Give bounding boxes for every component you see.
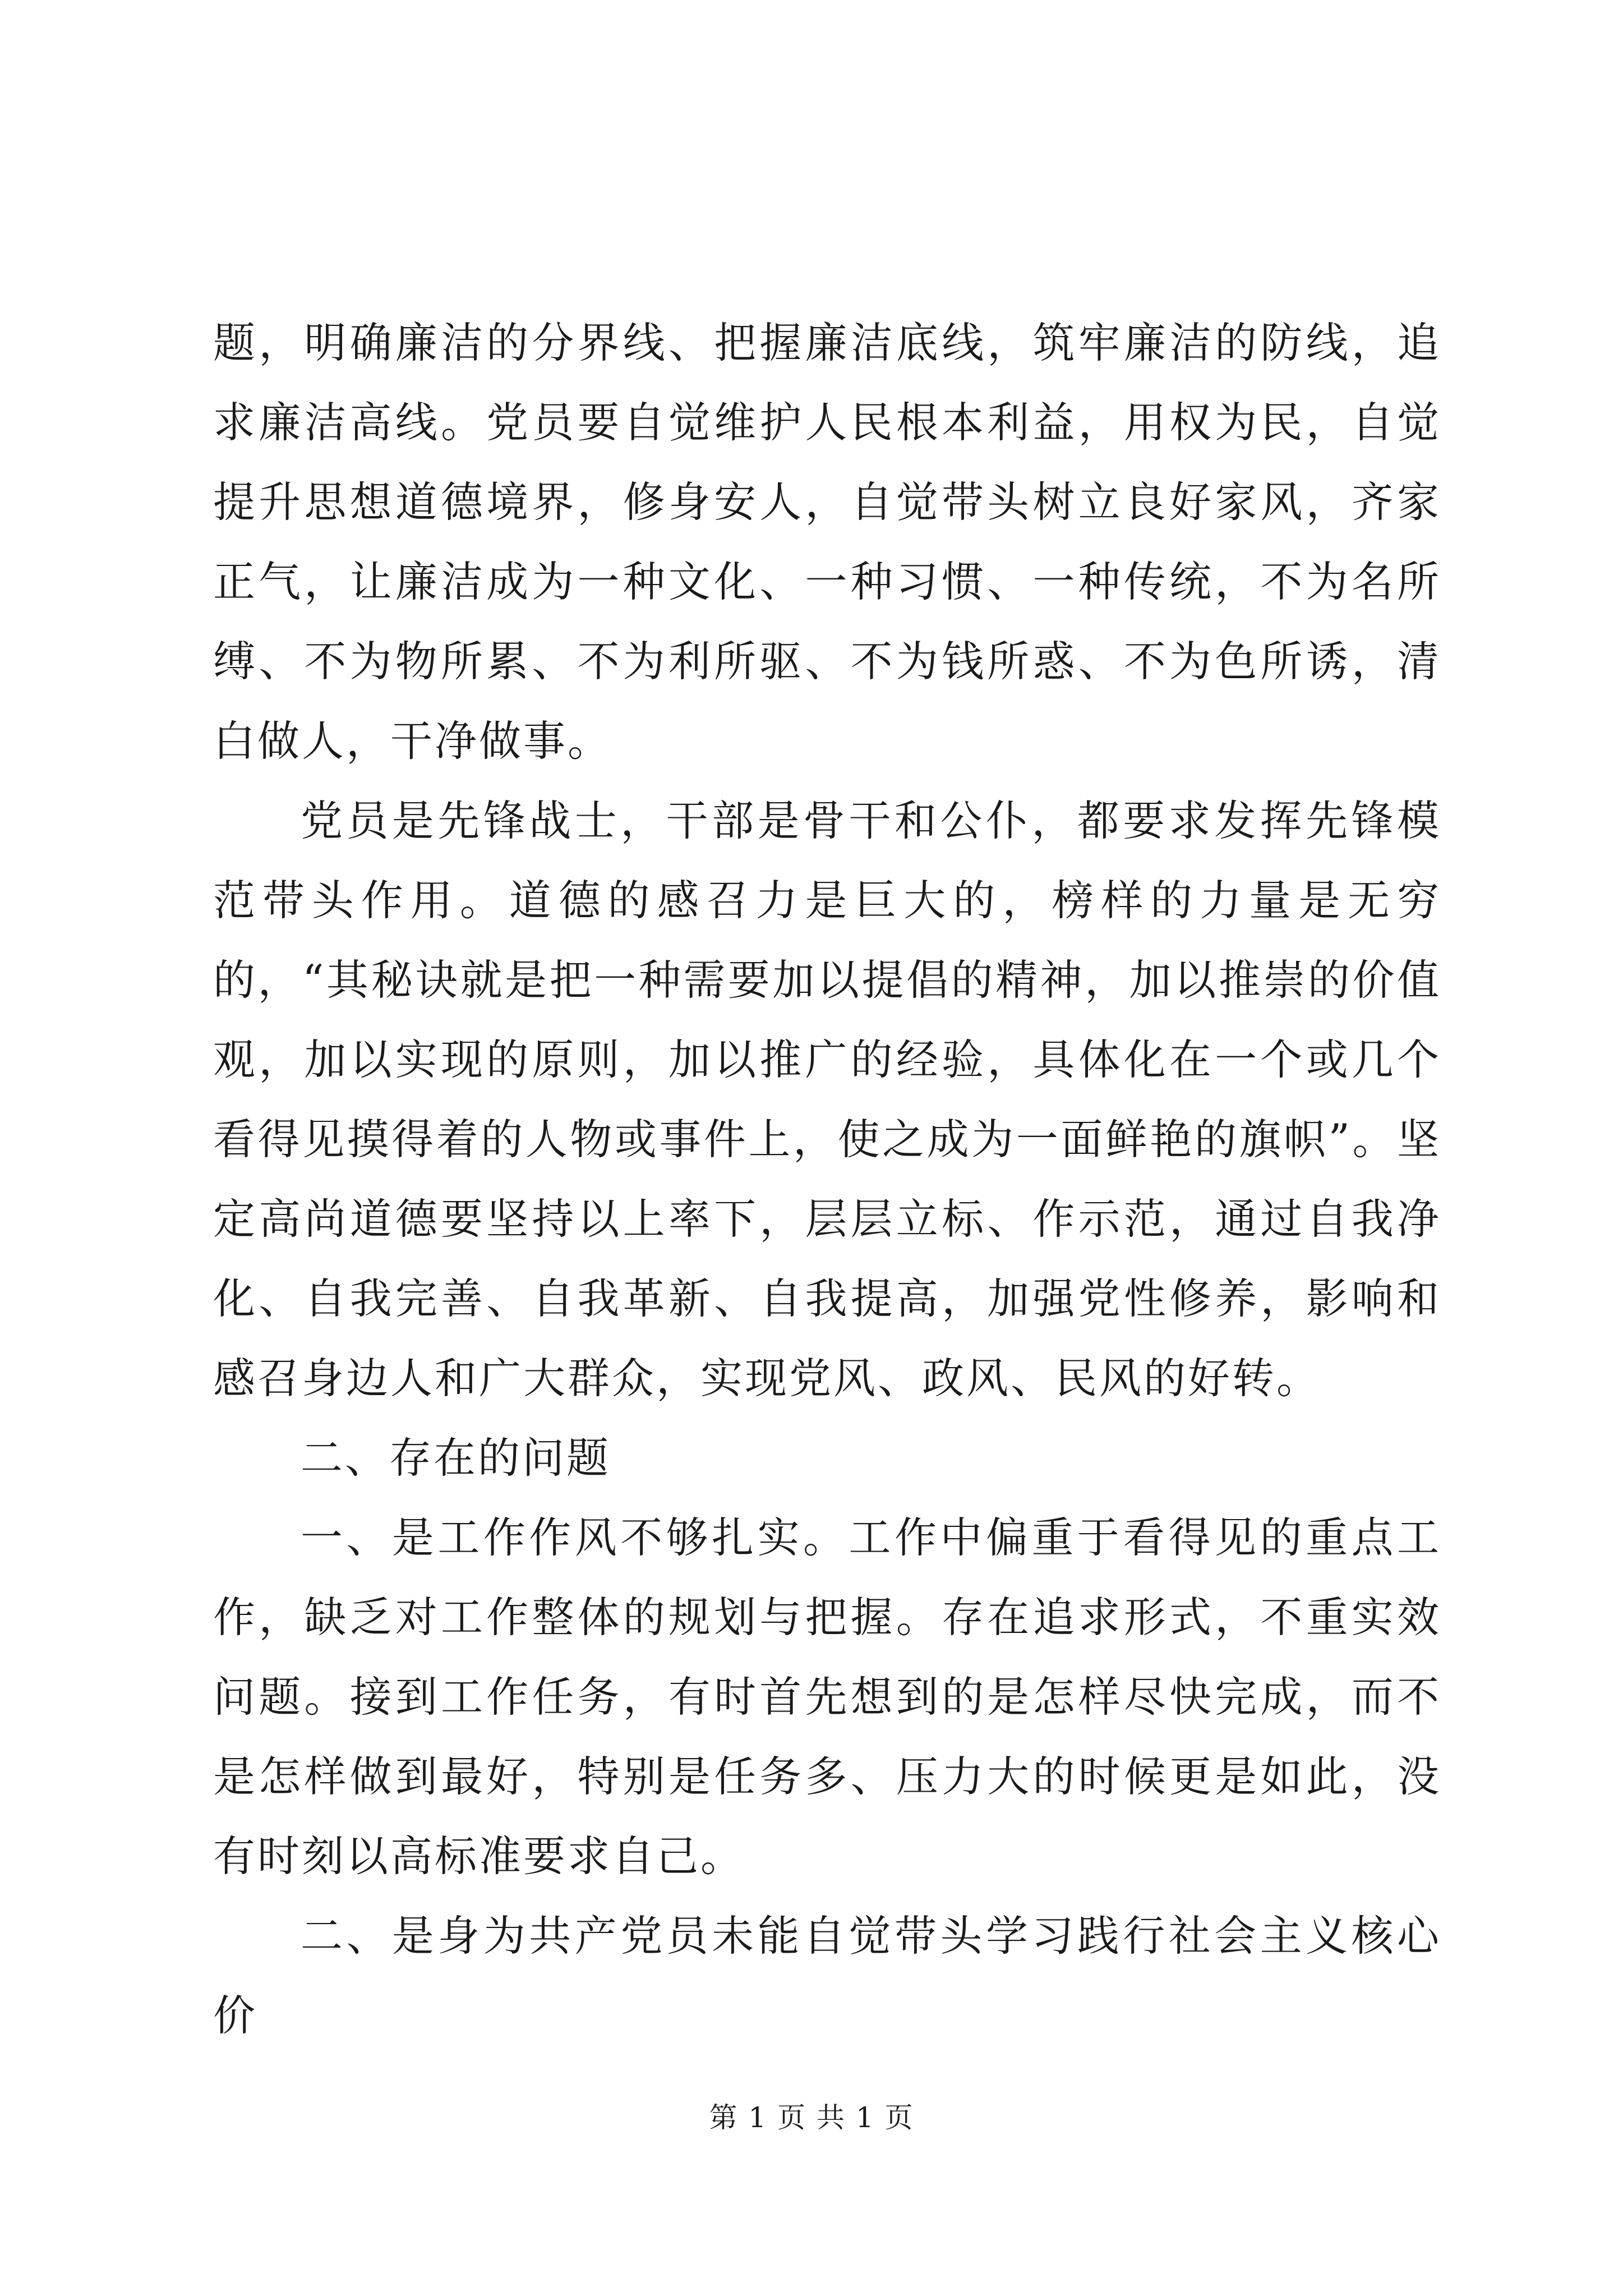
body-paragraph-continued: 题，明确廉洁的分界线、把握廉洁底线，筑牢廉洁的防线，追求廉洁高线。党员要自觉维护人民根本利益，用权为民，自觉提升思想道德境界，修身安人，自觉带头树立良好家风，齐家正气，让廉洁成为一种文化、一种习惯、一种传统，不为名所缚、不为物所累、不为利所驱、不为钱所惑、不为色所诱，清白做人，干净做事。 <box>213 318 1441 766</box>
issue-paragraph-2: 二、是身为共产党员未能自觉带头学习践行社会主义核心价 <box>213 1911 1441 2040</box>
page-footer <box>0 2098 1623 2137</box>
issue-paragraph-1: 一、是工作作风不够扎实。工作中偏重于看得见的重点工作，缺乏对工作整体的规划与把握。存在追求形式，不重实效问题。接到工作任务，有时首先想到的是怎样尽快完成，而不是怎样做到最好，特别是任务多、压力大的时候更是如此，没有时刻以高标准要求自己。 <box>213 1513 1441 1881</box>
section-heading: 二、存在的问题 <box>301 1433 611 1483</box>
body-paragraph: 党员是先锋战士，干部是骨干和公仆，都要求发挥先锋模范带头作用。道德的感召力是巨大的，榜样的力量是无穷的，“其秘诀就是把一种需要加以提倡的精神，加以推崇的价值观，加以实现的原则，加以推广的经验，具体化在一个或几个看得见摸得着的人物或事件上，使之成为一面鲜艳的旗帜”。坚定高尚道德要坚持以上率下，层层立标、作示范，通过自我净化、自我完善、自我革新、自我提高，加强党性修养，影响和感召身边人和广大群众，实现党风、政风、民风的好转。 <box>213 796 1441 1403</box>
document-body <box>213 303 1441 2055</box>
page-number-label: 第 1 页 共 1 页 <box>709 2101 914 2134</box>
